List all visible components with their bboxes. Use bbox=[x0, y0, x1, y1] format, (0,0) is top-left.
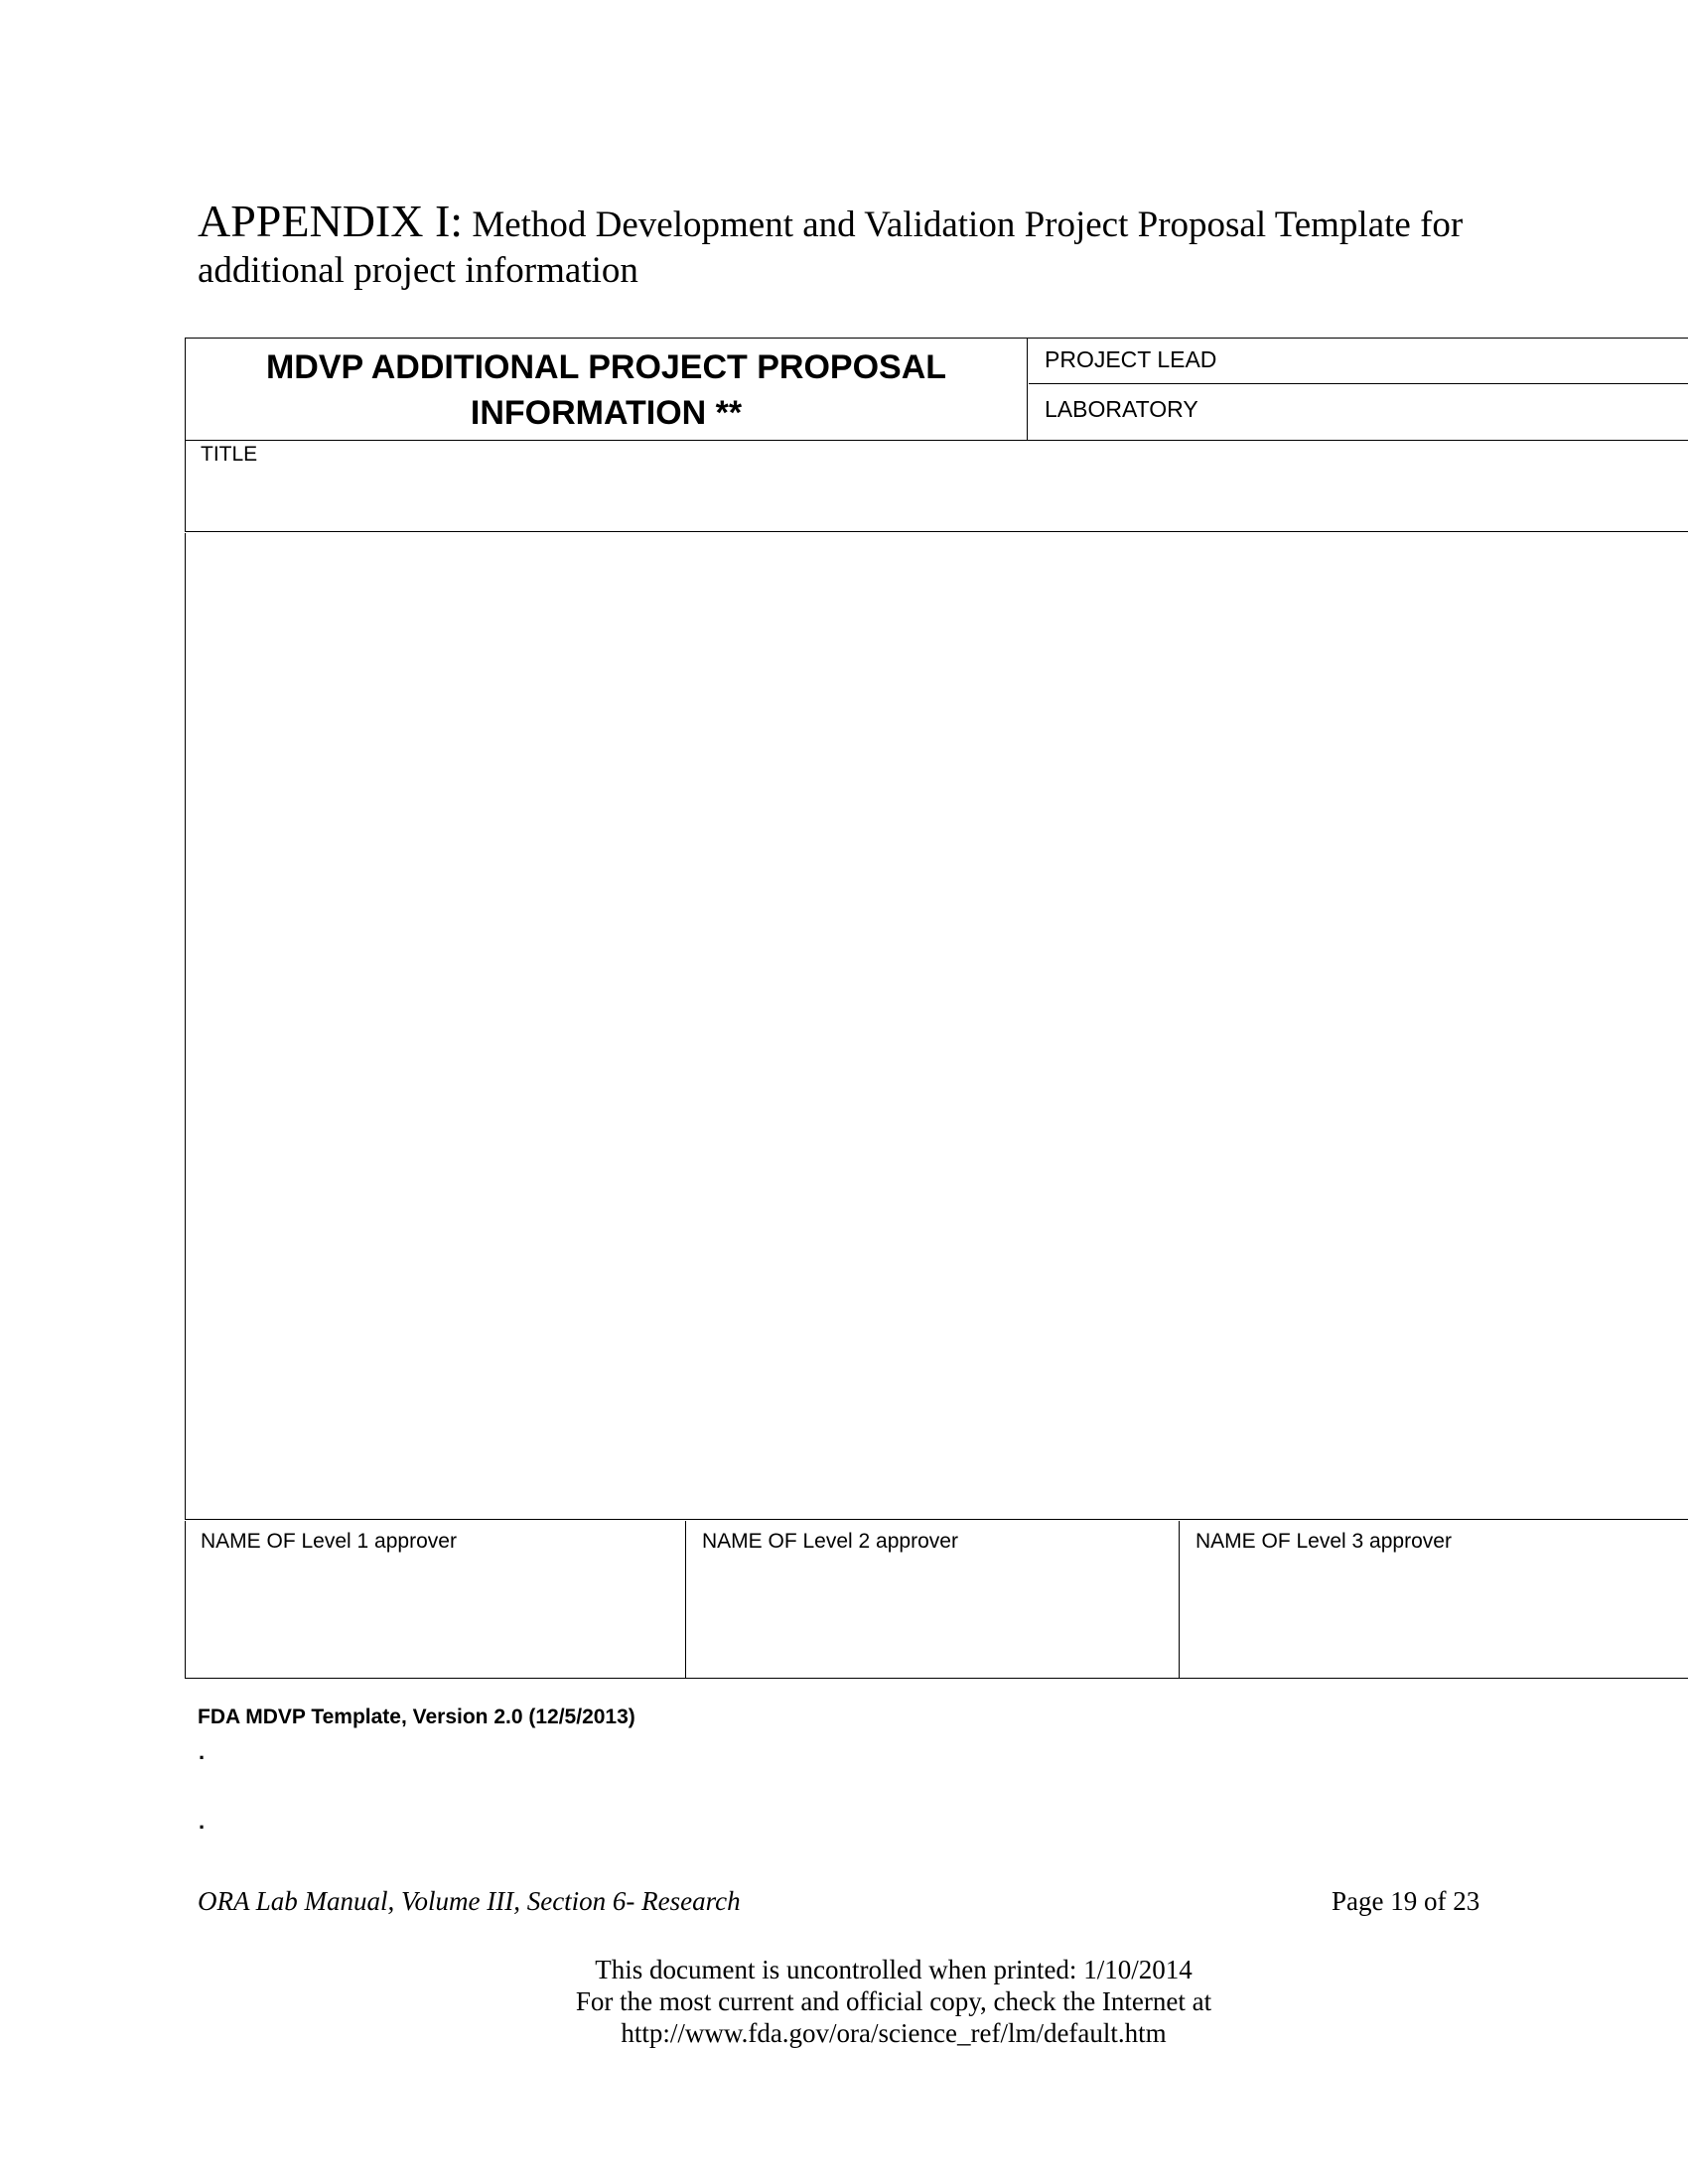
notice-line: For the most current and official copy, check the Internet at bbox=[575, 1986, 1212, 2016]
level-2-approver-label: NAME OF Level 2 approver bbox=[702, 1530, 958, 1553]
laboratory-field[interactable] bbox=[1029, 385, 1688, 440]
project-lead-field[interactable] bbox=[1029, 339, 1688, 384]
template-version: FDA MDVP Template, Version 2.0 (12/5/2013) bbox=[198, 1706, 635, 1728]
level-1-approver-field[interactable] bbox=[186, 1521, 686, 1678]
appendix-title: Method Development and Validation Project Proposal Template for additional project information bbox=[198, 205, 1464, 291]
footer-manual: ORA Lab Manual, Volume III, Section 6- Research bbox=[198, 1886, 741, 1916]
notice-line: This document is uncontrolled when printed: 1/10/2014 bbox=[595, 1955, 1193, 1984]
form-header-row bbox=[185, 338, 1688, 441]
separator-dot: . bbox=[199, 1739, 206, 1764]
project-lead-label: PROJECT LEAD bbox=[1045, 346, 1217, 372]
project-information-field[interactable] bbox=[185, 533, 1688, 1520]
form-title bbox=[186, 339, 1028, 440]
level-3-approver-label: NAME OF Level 3 approver bbox=[1196, 1530, 1452, 1553]
footer-page-number: Page 19 of 23 bbox=[1332, 1886, 1480, 1916]
level-2-approver-field[interactable] bbox=[687, 1521, 1180, 1678]
appendix-heading bbox=[198, 196, 1588, 294]
uncontrolled-notice bbox=[397, 1954, 1390, 2049]
form-title-line-2: INFORMATION ** bbox=[470, 394, 743, 432]
level-1-approver-label: NAME OF Level 1 approver bbox=[201, 1530, 457, 1553]
title-field[interactable] bbox=[185, 440, 1688, 532]
level-3-approver-field[interactable] bbox=[1181, 1521, 1688, 1678]
form-title-line-1: MDVP ADDITIONAL PROJECT PROPOSAL bbox=[265, 348, 947, 386]
approvers-row bbox=[185, 1521, 1688, 1679]
appendix-label: APPENDIX I: bbox=[198, 196, 464, 246]
title-label: TITLE bbox=[201, 443, 258, 466]
separator-dot: . bbox=[199, 1809, 206, 1834]
notice-url[interactable]: http://www.fda.gov/ora/science_ref/lm/default.htm bbox=[621, 2018, 1167, 2048]
laboratory-label: LABORATORY bbox=[1045, 396, 1198, 422]
